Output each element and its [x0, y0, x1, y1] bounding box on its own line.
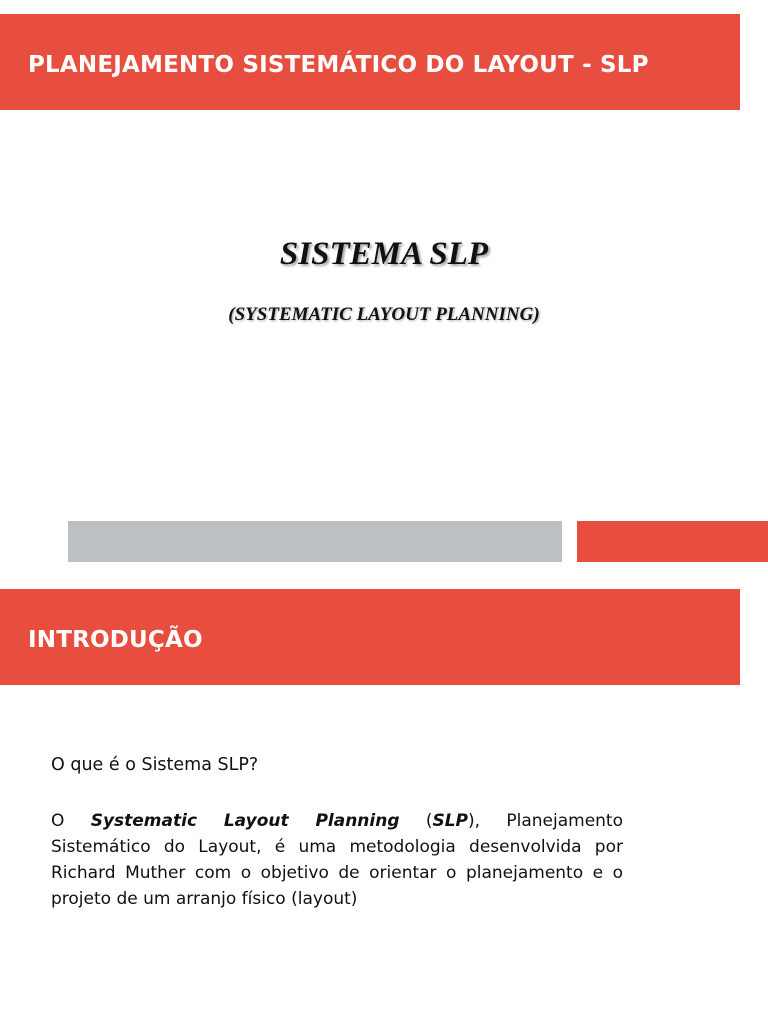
intro-paragraph	[51, 808, 623, 912]
intro-question: O que é o Sistema SLP?	[51, 755, 259, 775]
paragraph-lead: O	[51, 811, 91, 831]
intro-heading: INTRODUÇÃO	[28, 627, 203, 653]
paragraph-rest: ), Planejamento Sistemático do Layout, é uma metodologia desenvolvida por Richard Muther com o objetivo de orientar o planejamento e o projeto de um arranjo físico (layout)	[51, 811, 623, 909]
decorative-red-bar	[577, 521, 768, 562]
intro-banner	[0, 589, 740, 685]
paragraph-open-paren: (	[399, 811, 433, 831]
header-banner	[0, 14, 740, 110]
decorative-gray-bar	[68, 521, 562, 562]
paragraph-abbr: SLP	[432, 811, 469, 831]
header-title: PLANEJAMENTO SISTEMÁTICO DO LAYOUT - SLP	[28, 52, 649, 78]
cover-title: SISTEMA SLP	[279, 236, 489, 272]
paragraph-term: Systematic Layout Planning	[90, 811, 400, 831]
cover-subtitle: (SYSTEMATIC LAYOUT PLANNING)	[228, 304, 540, 325]
